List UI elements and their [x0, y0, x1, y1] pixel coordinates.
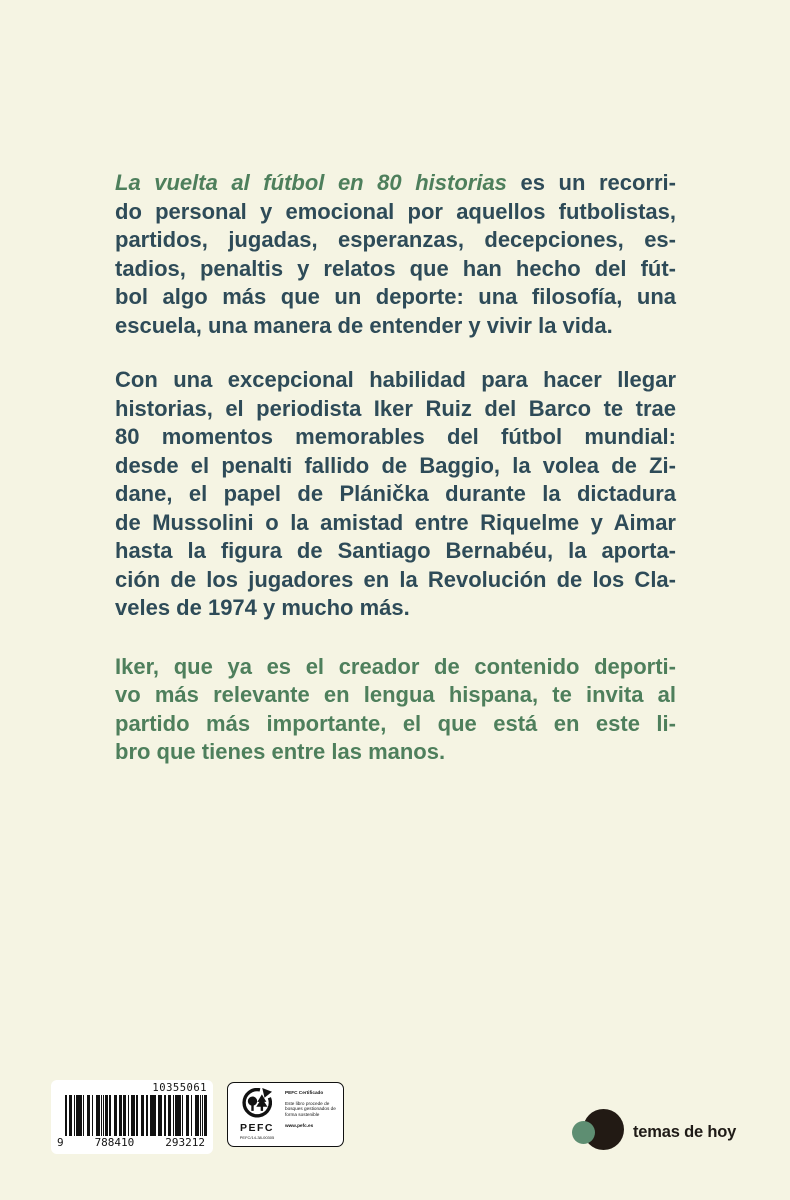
text-line: 80 momentos memorables del fútbol mundial: — [115, 424, 676, 449]
text-line: desde el penalti fallido de Baggio, la volea de Zi- — [115, 452, 676, 478]
text-line: Iker, que ya es el creador de contenido deporti- — [115, 653, 676, 679]
barcode-bars — [65, 1095, 207, 1136]
publisher-green-circle-icon — [572, 1121, 595, 1144]
pefc-wordmark: PEFC — [239, 1122, 274, 1134]
pefc-license-number: PEFC/14-38-00305 — [239, 1135, 275, 1140]
pefc-claim-text: Este libro procede de bosques gestionados de forma sostenible — [285, 1100, 336, 1117]
ean-group-1: 788410 — [94, 1136, 135, 1149]
pefc-trees-icon — [242, 1088, 272, 1123]
text-line: hasta la figura de Santiago Bernabéu, la aporta- — [115, 538, 676, 563]
publisher-dark-circle-icon — [583, 1109, 624, 1150]
text-line: partido más importante, el que está en este li- — [115, 710, 676, 736]
barcode-top-number: 10355061 — [152, 1082, 207, 1094]
text-line-rest: es un recorri- — [506, 170, 676, 195]
ean-prefix: 9 — [57, 1136, 64, 1149]
pefc-text-column — [285, 1088, 338, 1142]
text-line: do personal y emocional por aquellos futbolistas, — [115, 198, 676, 224]
text-line — [115, 169, 676, 198]
barcode-label — [51, 1080, 213, 1154]
pefc-url: www.pefc.es — [285, 1123, 314, 1129]
barcode-ean-digits — [57, 1136, 207, 1149]
ean-group-2: 293212 — [165, 1136, 205, 1149]
pefc-certification-label — [227, 1082, 344, 1147]
text-line: vo más relevante en lengua hispana, te invita al — [115, 682, 676, 707]
synopsis-paragraph-1 — [115, 169, 676, 340]
synopsis-paragraph-2 — [115, 366, 676, 623]
text-line: Con una excepcional habilidad para hacer llegar — [115, 367, 676, 392]
text-line: tadios, penaltis y relatos que han hecho del fút- — [115, 255, 676, 281]
text-line: escuela, una manera de entender y vivir la vida. — [115, 312, 613, 338]
book-title-italic: La vuelta al fútbol en 80 historias — [115, 170, 507, 195]
text-line: ción de los jugadores en la Revolución de los Cla- — [115, 566, 676, 592]
text-line: bol algo más que un deporte: una filosofía, una — [115, 284, 676, 309]
synopsis-paragraph-3-highlight — [115, 653, 676, 767]
text-line: de Mussolini o la amistad entre Riquelme y Aimar — [115, 509, 676, 535]
text-line: veles de 1974 y mucho más. — [115, 595, 410, 620]
pefc-logo-column — [234, 1088, 280, 1142]
publisher-name: temas de hoy — [633, 1123, 737, 1141]
text-line: dane, el papel de Plánička durante la dictadura — [115, 481, 676, 506]
synopsis-text-block — [115, 169, 676, 767]
text-line: partidos, jugadas, esperanzas, decepciones, es- — [115, 227, 676, 252]
text-line: historias, el periodista Iker Ruiz del Barco te trae — [115, 395, 676, 421]
pefc-certified-heading: PEFC Certificado — [285, 1090, 324, 1095]
text-line: bro que tienes entre las manos. — [115, 739, 446, 764]
